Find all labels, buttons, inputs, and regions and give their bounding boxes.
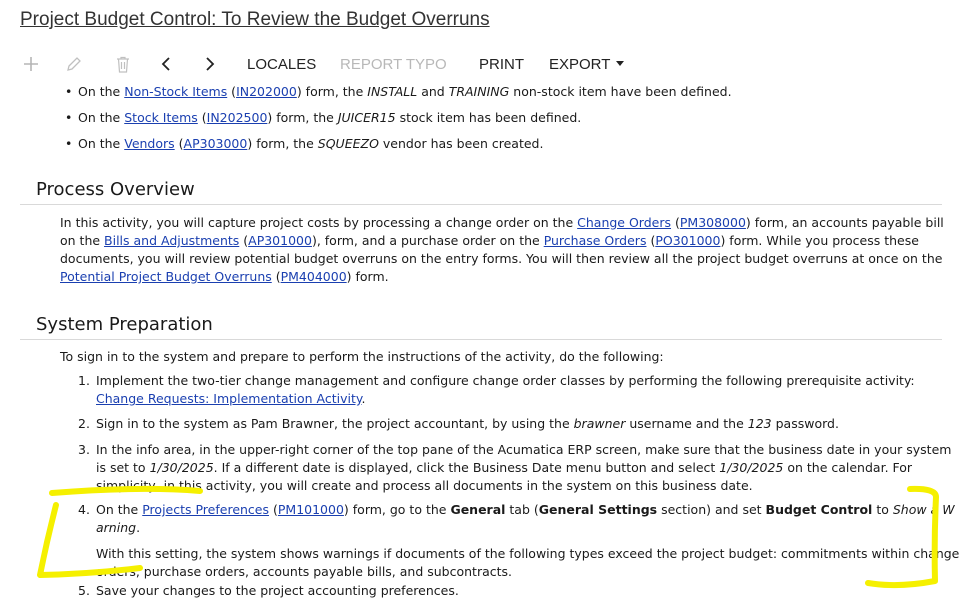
plus-icon [22, 55, 40, 73]
system-preparation-intro: To sign in to the system and prepare to perform the instructions of the activity, do the following: [60, 349, 664, 364]
link-purchase-orders[interactable]: Purchase Orders [543, 233, 647, 248]
link-ap303000[interactable]: AP303000 [183, 136, 248, 151]
report-typo-button[interactable]: REPORT TYPO [340, 55, 447, 73]
link-pm404000[interactable]: PM404000 [280, 269, 347, 284]
list-item: • On the Stock Items (IN202500) form, the JUICER15 stock item has been defined. [78, 109, 938, 135]
toolbar [0, 50, 700, 80]
next-button[interactable] [204, 50, 216, 78]
export-label: EXPORT [549, 55, 611, 73]
locales-button[interactable]: LOCALES [247, 55, 317, 73]
divider [20, 204, 942, 205]
link-change-requests-implementation[interactable]: Change Requests: Implementation Activity [96, 391, 362, 406]
add-button[interactable] [22, 50, 40, 78]
previous-button[interactable] [160, 50, 172, 78]
link-pm101000[interactable]: PM101000 [277, 502, 344, 517]
link-stock-items[interactable]: Stock Items [124, 110, 198, 125]
page-title[interactable]: Project Budget Control: To Review the Budget Overruns [20, 9, 490, 30]
list-item: 1. Implement the two-tier change management and configure change order classes by performing the following prerequisite activity: Change Requests: Implementation Activity. [78, 373, 915, 406]
list-item: 5. Save your changes to the project accounting preferences. [78, 583, 459, 598]
link-ap301000[interactable]: AP301000 [248, 233, 312, 248]
list-item: 4. On the Projects Preferences (PM101000) form, go to the General tab (General Settings section) and set Budget Control to Show a W arning. With this setting, the system shows warnings if documents of the following types exceed the project budget: commitments within change orders, purchase orders, accounts payable bills, and subcontracts. [78, 502, 959, 579]
link-non-stock-items[interactable]: Non-Stock Items [124, 84, 228, 99]
list-item: 2. Sign in to the system as Pam Brawner, the project accountant, by using the brawner username and the 123 password. [78, 416, 839, 431]
pencil-icon [65, 56, 82, 73]
link-pm308000[interactable]: PM308000 [679, 215, 746, 230]
edit-button[interactable] [65, 50, 82, 78]
link-in202500[interactable]: IN202500 [206, 110, 268, 125]
divider [20, 339, 942, 340]
system-preparation-heading: System Preparation [36, 314, 213, 335]
chevron-down-icon [616, 61, 624, 66]
link-bills-and-adjustments[interactable]: Bills and Adjustments [104, 233, 240, 248]
export-button[interactable] [549, 50, 624, 78]
print-button[interactable]: PRINT [479, 55, 524, 73]
link-po301000[interactable]: PO301000 [655, 233, 721, 248]
list-item: • On the Non-Stock Items (IN202000) form, the INSTALL and TRAINING non-stock item have been defined. [78, 83, 938, 109]
link-in202000[interactable]: IN202000 [236, 84, 297, 99]
prerequisite-list [78, 83, 938, 161]
link-vendors[interactable]: Vendors [124, 136, 175, 151]
list-item: 3. In the info area, in the upper-right corner of the top pane of the Acumatica ERP screen, make sure that the business date in your system is set to 1/30/2025. If a different date is displayed, click the Business Date menu button and select 1/30/2025 on the calendar. For simplicity, in this activity, you will create and process all documents in the system on this business date. [78, 442, 952, 493]
link-potential-project-budget-overruns[interactable]: Potential Project Budget Overruns [60, 269, 272, 284]
chevron-left-icon [160, 56, 172, 72]
trash-icon [115, 56, 131, 73]
delete-button[interactable] [115, 50, 131, 78]
link-projects-preferences[interactable]: Projects Preferences [142, 502, 270, 517]
list-item: • On the Vendors (AP303000) form, the SQUEEZO vendor has been created. [78, 135, 938, 161]
process-overview-text: In this activity, you will capture project costs by processing a change order on the Change Orders (PM308000) form, an accounts payable bill on the Bills and Adjustments (AP301000), form, and a purchase order on the Purchase Orders (PO301000) form. While you process these documents, you will review potential budget overruns on the entry forms. You will then review all the project budget overruns at once on the Potential Project Budget Overruns (PM404000) form. [60, 215, 944, 284]
link-change-orders[interactable]: Change Orders [577, 215, 672, 230]
chevron-right-icon [204, 56, 216, 72]
process-overview-heading: Process Overview [36, 179, 195, 200]
